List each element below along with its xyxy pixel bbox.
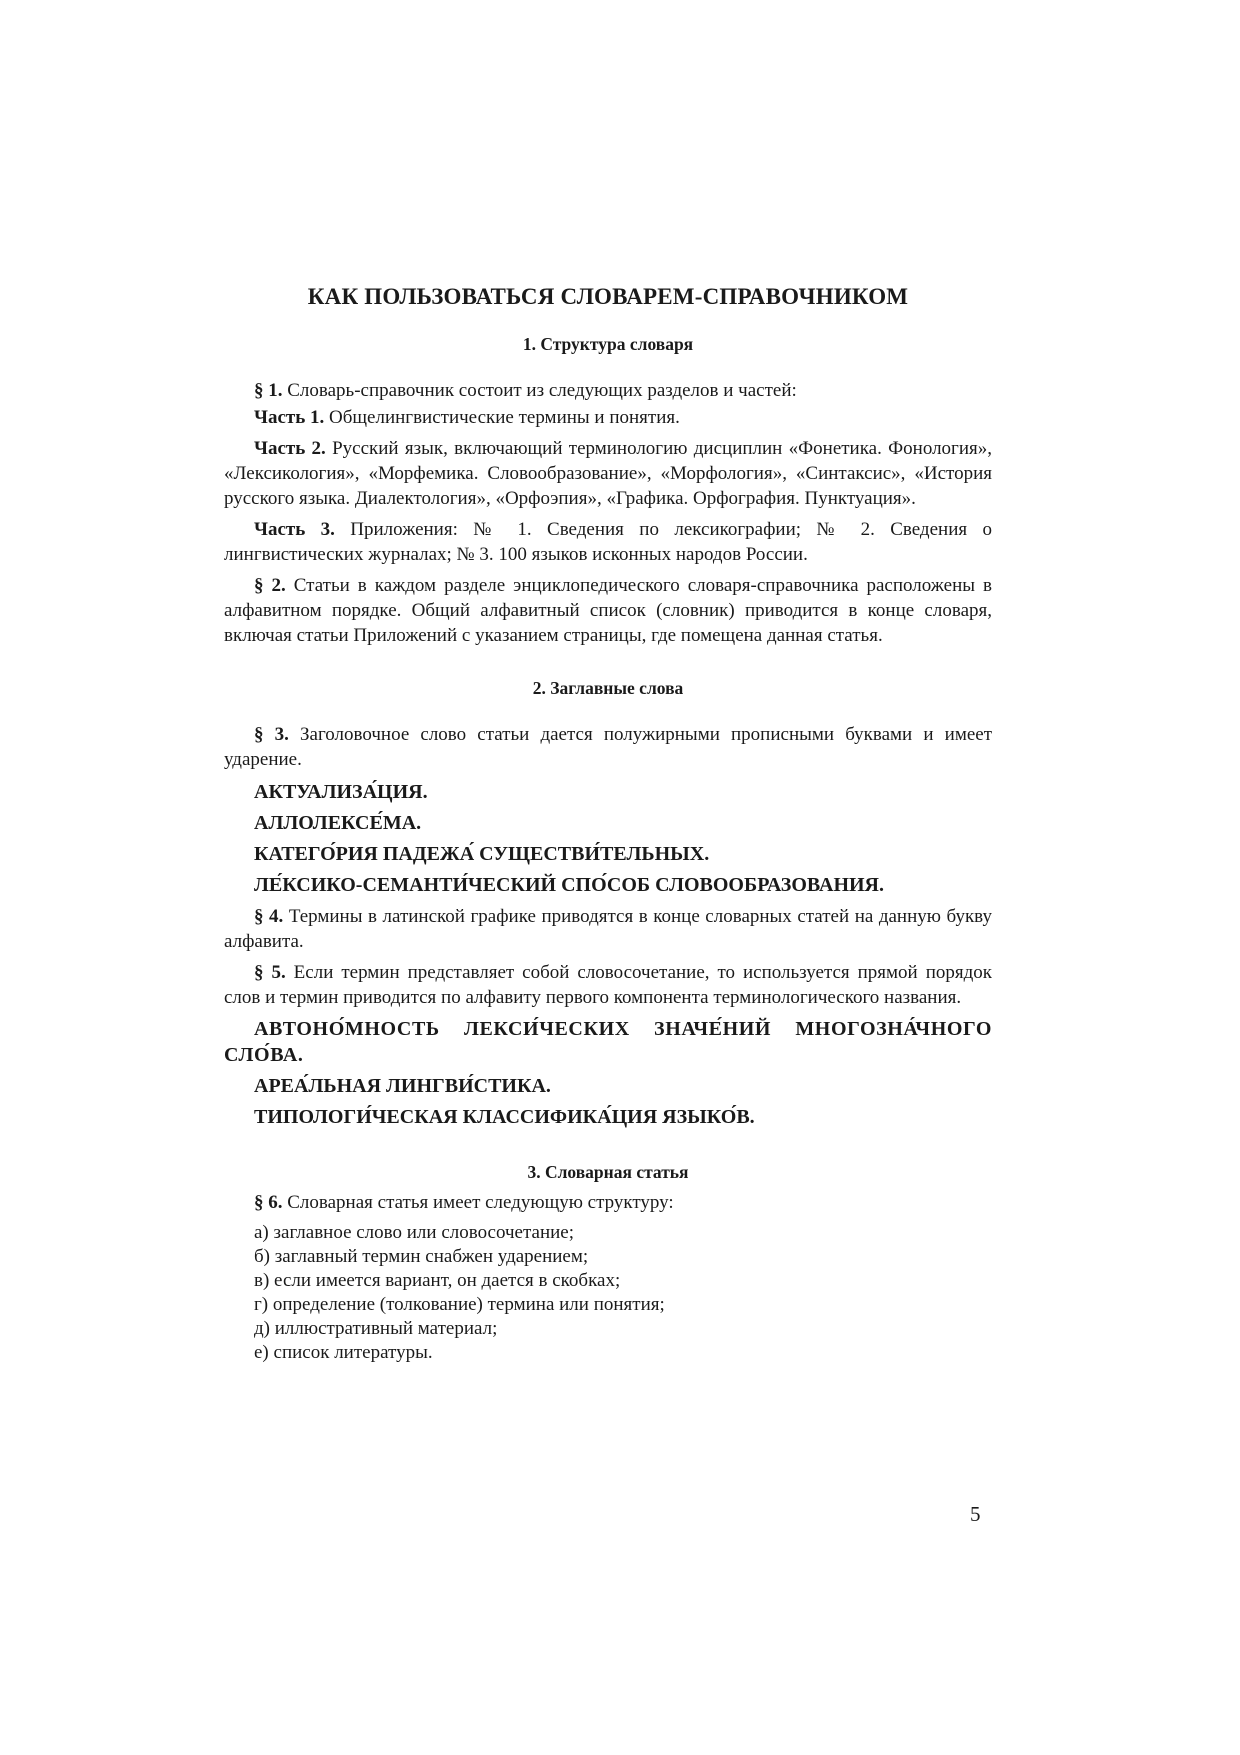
- headword-example: АРЕА́ЛЬНАЯ ЛИНГВИ́СТИКА.: [254, 1075, 551, 1097]
- page-number: 5: [970, 1502, 981, 1526]
- paragraph-6: [224, 1190, 992, 1215]
- headword-example: ТИПОЛОГИ́ЧЕСКАЯ КЛАССИФИКА́ЦИЯ ЯЗЫКО́В.: [254, 1106, 755, 1128]
- paragraph-mark: § 1.: [254, 380, 283, 401]
- paragraph-5: [224, 960, 992, 1010]
- paragraph-text: Приложения: № 1. Сведения по лексикографии; № 2. Сведения о лингвистических журналах; № 3. 100 языков исконных народов России.: [224, 519, 992, 565]
- list-item: а) заглавное слово или словосочетание;: [254, 1222, 574, 1243]
- section-heading-headwords: 2. Заглавные слова: [532, 678, 684, 698]
- paragraph-text: Словарная статья имеет следующую структуру:: [282, 1192, 674, 1213]
- paragraph-mark: Часть 2.: [254, 438, 326, 459]
- headword-example: КАТЕГО́РИЯ ПАДЕЖА́ СУЩЕСТВИ́ТЕЛЬНЫХ.: [254, 843, 710, 865]
- headword-example-multiline: АВТОНО́МНОСТЬ ЛЕКСИ́ЧЕСКИХ ЗНАЧЕ́НИЙ МНОГОЗНА́ЧНОГО СЛО́ВА.: [224, 1018, 992, 1066]
- list-item: д) иллюстративный материал;: [254, 1318, 498, 1339]
- paragraph-mark: Часть 1.: [254, 407, 325, 428]
- paragraph-text: Русский язык, включающий терминологию дисциплин «Фонетика. Фонология», «Лексикология», «Морфемика. Словообразование», «Морфология», «Синтаксис», «История русского языка. Диалектология», «Орфоэпия», «Графика. Орфография. Пунктуация».: [224, 438, 992, 509]
- paragraph-3: [224, 722, 992, 772]
- list-item: г) определение (толкование) термина или понятия;: [254, 1294, 665, 1315]
- paragraph-mark: § 3.: [254, 724, 289, 745]
- headword-example: АКТУАЛИЗА́ЦИЯ.: [254, 781, 428, 803]
- paragraph-part-1: [224, 405, 992, 430]
- paragraph-text: Статьи в каждом разделе энциклопедического словаря-справочника расположены в алфавитном порядке. Общий алфавитный список (словник) приводится в конце словаря, включая статьи Приложений с указанием страницы, где помещена данная статья.: [224, 575, 993, 646]
- paragraph-mark: § 6.: [254, 1192, 283, 1213]
- paragraph-2: [224, 573, 992, 648]
- headword-example: ЛЕ́КСИКО-СЕМАНТИ́ЧЕСКИЙ СПО́СОБ СЛОВООБРАЗОВАНИЯ.: [254, 874, 884, 896]
- paragraph-text: Словарь-справочник состоит из следующих разделов и частей:: [282, 380, 797, 401]
- paragraph-mark: § 5.: [254, 962, 286, 983]
- paragraph-mark: § 2.: [254, 575, 286, 596]
- entry-structure-list: [224, 1221, 992, 1365]
- section-heading-entry: 3. Словарная статья: [527, 1162, 689, 1182]
- paragraph-4: [224, 904, 992, 954]
- paragraph-text: Заголовочное слово статьи дается полужирными прописными буквами и имеет ударение.: [224, 724, 993, 770]
- list-item: в) если имеется вариант, он дается в скобках;: [254, 1270, 621, 1291]
- headword-example: АЛЛОЛЕКСЕ́МА.: [254, 812, 422, 834]
- paragraph-mark: Часть 3.: [254, 519, 335, 540]
- list-item: б) заглавный термин снабжен ударением;: [254, 1246, 589, 1267]
- list-item: е) список литературы.: [254, 1342, 433, 1363]
- paragraph-part-3: [224, 517, 992, 567]
- paragraph-text: Общелингвистические термины и понятия.: [324, 407, 680, 428]
- page-title: КАК ПОЛЬЗОВАТЬСЯ СЛОВАРЕМ-СПРАВОЧНИКОМ: [307, 284, 909, 309]
- paragraph-part-2: [224, 436, 992, 511]
- paragraph-1: [224, 378, 992, 403]
- page-content: [224, 282, 992, 1365]
- section-heading-structure: 1. Структура словаря: [522, 334, 694, 354]
- paragraph-text: Если термин представляет собой словосочетание, то используется прямой порядок слов и термин приводится по алфавиту первого компонента терминологического названия.: [224, 962, 992, 1008]
- paragraph-text: Термины в латинской графике приводятся в конце словарных статей на данную букву алфавита.: [224, 906, 993, 952]
- paragraph-mark: § 4.: [254, 906, 284, 927]
